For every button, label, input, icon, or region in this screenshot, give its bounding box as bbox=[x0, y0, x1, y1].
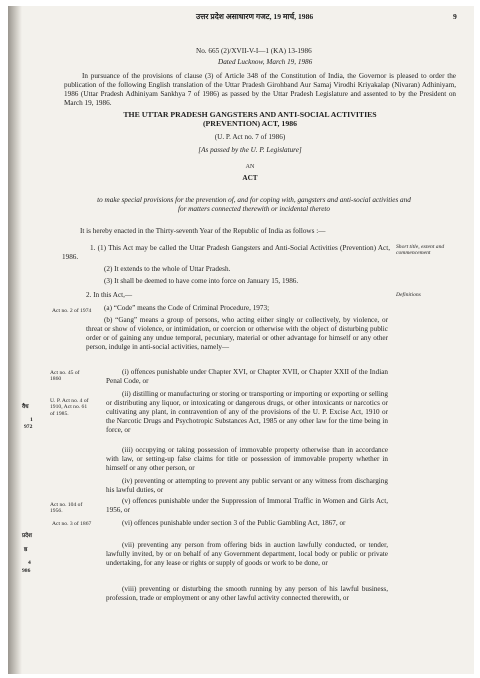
sub-clause-iii: (iii) occupying or taking possession of immovable property otherwise than in accordance with law, or setting-up false claims for title or possession of immovable property whether in himself or any other person, or bbox=[106, 446, 388, 473]
sub-clause-vii: (vii) preventing any person from offering bids in auction lawfully conducted, or tender, lawfully invited, by or on behalf of any Government department, local body or public or private undertaking, for any lease or rights or supply of goods or work to be done, or bbox=[106, 541, 388, 568]
margin-up-act-4-1910: U. P. Act no. 4 of 1910, Act no. 61 of 1985. bbox=[50, 398, 89, 417]
bleed-text-5: ष्ठ bbox=[24, 547, 28, 553]
sub-clause-viii: (viii) preventing or disturbing the smooth running by any person of his lawful business, profession, trade or employment or any other lawful activity connected therewith, or bbox=[106, 585, 388, 603]
act-label: ACT bbox=[242, 174, 258, 182]
margin-act-104-1956: Act no. 104 of 1956. bbox=[50, 502, 83, 515]
gazette-header: उत्तर प्रदेश असाधारण गजट, 19 मार्च, 1986 bbox=[196, 12, 314, 21]
clause-b: (b) “Gang” means a group of persons, who acting either singly or collectively, by violence, or threat or show of violence, or intimidation, or coercion or otherwise with the object of disturbing public order or of gaining any undue temporal, pecuniary, material or other advantage for himself or any other person, indulge in anti-social activities, namely— bbox=[86, 316, 388, 352]
an-label: AN bbox=[245, 164, 255, 170]
bleed-text-2: 1 bbox=[30, 417, 33, 423]
section-1-1: 1. (1) This Act may be called the Uttar Pradesh Gangsters and Anti-Social Activities (Prevention) Act, 1986. bbox=[62, 244, 390, 262]
bleed-text-7: 986 bbox=[22, 568, 31, 574]
notification-number: No. 665 (2)/XVII-V-I—1 (KA) 13-1986 bbox=[196, 47, 312, 55]
margin-act-2-1974: Act no. 2 of 1974 bbox=[52, 308, 92, 314]
bleed-text-4: प्रदेश bbox=[22, 533, 32, 539]
margin-short-title: Short title, extent and commencement bbox=[396, 244, 445, 257]
sub-clause-vi: (vi) offences punishable under section 3 of the Public Gambling Act, 1867, or bbox=[122, 519, 346, 527]
bleed-text-6: 4 bbox=[28, 560, 31, 566]
section-1-2: (2) It extends to the whole of Uttar Pradesh. bbox=[104, 265, 231, 273]
enacting-formula: It is hereby enacted in the Thirty-seventh Year of the Republic of India as follows :— bbox=[80, 227, 326, 235]
margin-act-3-1867: Act no. 3 of 1867 bbox=[52, 521, 92, 527]
sub-clause-i: (i) offences punishable under Chapter XVI, or Chapter XVII, or Chapter XXII of the Indian Penal Code, or bbox=[106, 368, 388, 386]
sub-clause-ii: (ii) distilling or manufacturing or storing or transporting or importing or exporting or selling or distributing any liquor, or intoxicating or dangerous drugs, or other intoxicants or narcotics or cultivating any plant, in contravention of any of the provisions of the U. P. Excise Act, 1910 or the Narcotic Drugs and Psychotropic Substances Act, 1985 or any other law for the time being in force, or bbox=[106, 390, 388, 435]
long-title: to make special provisions for the prevention of, and for coping with, gangsters and anti-social activities and for matters connected therewith or incidental thereto bbox=[97, 196, 411, 214]
section-1-3: (3) It shall be deemed to have come into force on January 15, 1986. bbox=[104, 277, 299, 285]
act-title-line1: THE UTTAR PRADESH GANGSTERS AND ANTI-SOCIAL ACTIVITIES bbox=[123, 110, 377, 119]
act-number: (U. P. Act no. 7 of 1986) bbox=[214, 133, 286, 141]
sub-clause-iv: (iv) preventing or attempting to prevent any public servant or any witness from discharging his lawful duties, or bbox=[106, 477, 388, 495]
margin-definitions: Definitions bbox=[396, 292, 421, 298]
notification-date: Dated Lucknow, March 19, 1986 bbox=[218, 58, 313, 66]
passed-by: [As passed by the U. P. Legislature] bbox=[198, 146, 302, 154]
bleed-text-1: वैध bbox=[22, 404, 29, 410]
page-spine-shadow bbox=[8, 6, 22, 674]
sub-clause-v: (v) offences punishable under the Suppression of Immoral Traffic in Women and Girls Act, 1956, or bbox=[106, 497, 388, 515]
preamble: In pursuance of the provisions of clause (3) of Article 348 of the Constitution of India, the Governor is pleased to order the publication of the following English translation of the Uttar Pradesh Girohband Aur Samaj Virodhi Kriyakalap (Nivaran) Adhiniyam, 1986 (Uttar Pradesh Adhiniyam Sankhya 7 of 1986) as passed by the Uttar Pradesh Legislature and assented to by the President on March 19, 1986. bbox=[64, 72, 456, 108]
act-title-line2: (PREVENTION) ACT, 1986 bbox=[202, 119, 298, 128]
page-number: 9 bbox=[453, 12, 457, 21]
section-2-intro: 2. In this Act,— bbox=[86, 291, 133, 299]
margin-act-45-1860: Act no. 45 of 1860 bbox=[50, 370, 80, 383]
bleed-text-3: 972 bbox=[24, 424, 33, 430]
clause-a: (a) “Code” means the Code of Criminal Procedure, 1973; bbox=[104, 304, 270, 312]
